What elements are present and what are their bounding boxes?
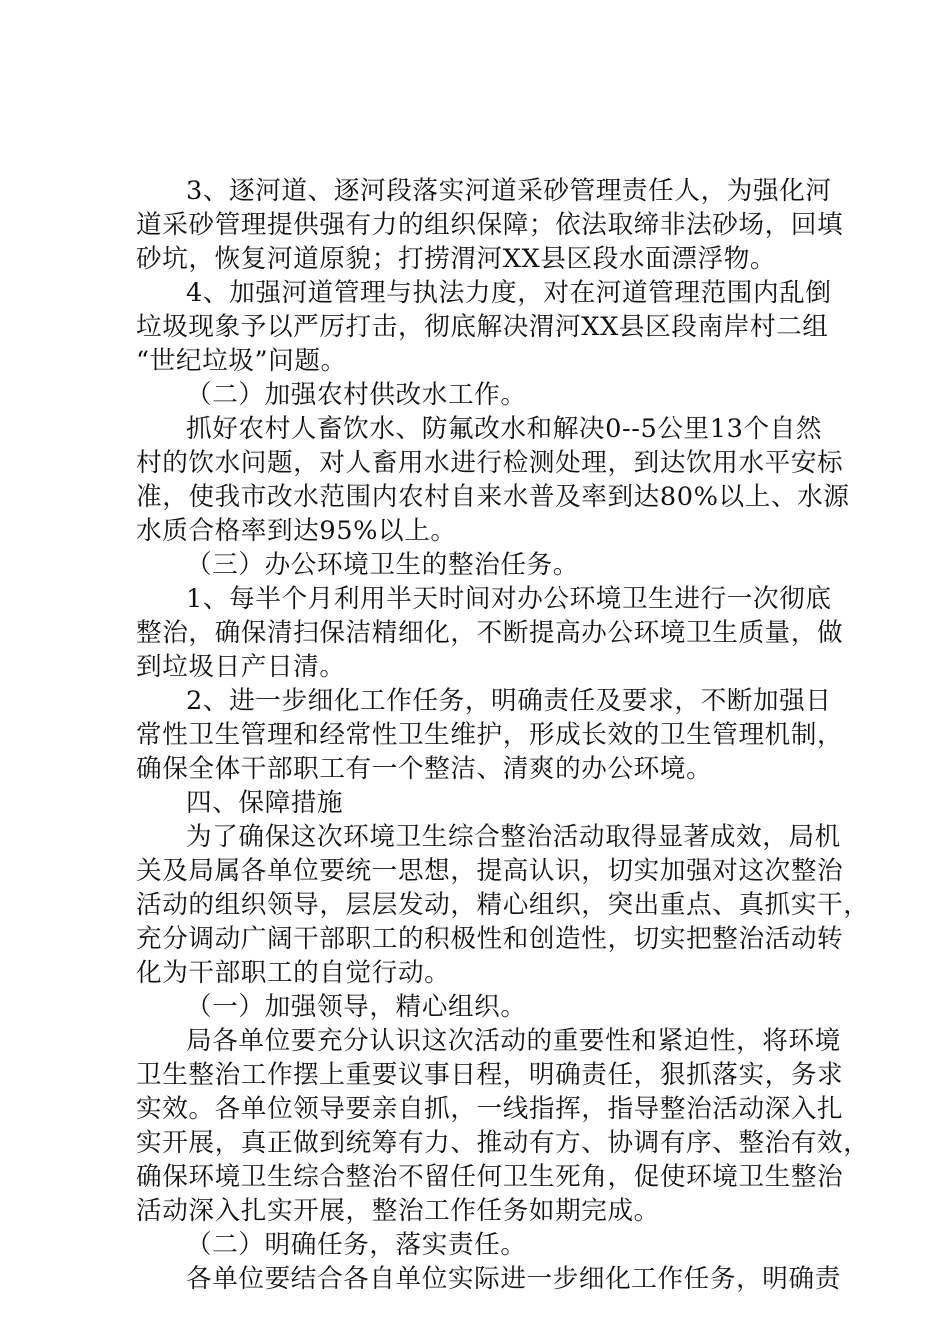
text-line: “世纪垃圾”问题。 <box>136 346 347 376</box>
text-line: 确保环境卫生综合整治不留任何卫生死角，促使环境卫生整治 <box>136 1162 844 1192</box>
text-line: 到垃圾日产日清。 <box>136 652 346 682</box>
text-line: 卫生整治工作摆上重要议事日程，明确责任，狠抓落实，务求 <box>136 1060 844 1090</box>
section-heading: 四、保障措施 <box>186 788 344 818</box>
text-line: 抓好农村人畜饮水、防氟改水和解决0--5公里13个自然 <box>186 414 823 444</box>
text-line: 水质合格率到达95%以上。 <box>136 516 457 546</box>
section-heading: （三）办公环境卫生的整治任务。 <box>186 550 579 580</box>
text-line: 实开展，真正做到统筹有力、推动有方、协调有序、整治有效， <box>136 1128 870 1158</box>
text-line: 2、进一步细化工作任务，明确责任及要求，不断加强日 <box>186 686 832 716</box>
text-line: 确保全体干部职工有一个整洁、清爽的办公环境。 <box>136 754 713 784</box>
text-line: 整治，确保清扫保洁精细化，不断提高办公环境卫生质量，做 <box>136 618 844 648</box>
text-line: 为了确保这次环境卫生综合整治活动取得显著成效，局机 <box>186 822 841 852</box>
text-line: 1、每半个月利用半天时间对办公环境卫生进行一次彻底 <box>186 584 832 614</box>
section-heading: （一）加强领导，精心组织。 <box>186 992 527 1022</box>
text-line: 道采砂管理提供强有力的组织保障；依法取缔非法砂场，回填 <box>136 210 844 240</box>
text-line: 垃圾现象予以严厉打击，彻底解决渭河XX县区段南岸村二组 <box>136 312 829 342</box>
section-heading: （二）加强农村供改水工作。 <box>186 380 527 410</box>
text-line: 各单位要结合各自单位实际进一步细化工作任务，明确责 <box>186 1264 841 1294</box>
text-line: 3、逐河道、逐河段落实河道采砂管理责任人，为强化河 <box>186 176 832 206</box>
text-line: 准，使我市改水范围内农村自来水普及率到达80%以上、水源 <box>136 482 850 512</box>
text-line: 关及局属各单位要统一思想，提高认识，切实加强对这次整治 <box>136 856 844 886</box>
text-line: 充分调动广阔干部职工的积极性和创造性，切实把整治活动转 <box>136 924 844 954</box>
text-line: 局各单位要充分认识这次活动的重要性和紧迫性，将环境 <box>186 1026 841 1056</box>
text-line: 活动的组织领导，层层发动，精心组织，突出重点、真抓实干， <box>136 890 870 920</box>
text-line: 活动深入扎实开展，整治工作任务如期完成。 <box>136 1196 660 1226</box>
text-line: 实效。各单位领导要亲自抓，一线指挥，指导整治活动深入扎 <box>136 1094 844 1124</box>
text-line: 村的饮水问题，对人畜用水进行检测处理，到达饮用水平安标 <box>136 448 844 478</box>
text-line: 常性卫生管理和经常性卫生维护，形成长效的卫生管理机制， <box>136 720 844 750</box>
text-line: 化为干部职工的自觉行动。 <box>136 958 451 988</box>
section-heading: （二）明确任务，落实责任。 <box>186 1230 527 1260</box>
text-line: 砂坑，恢复河道原貌；打捞渭河XX县区段水面漂浮物。 <box>136 244 777 274</box>
text-line: 4、加强河道管理与执法力度，对在河道管理范围内乱倒 <box>186 278 832 308</box>
